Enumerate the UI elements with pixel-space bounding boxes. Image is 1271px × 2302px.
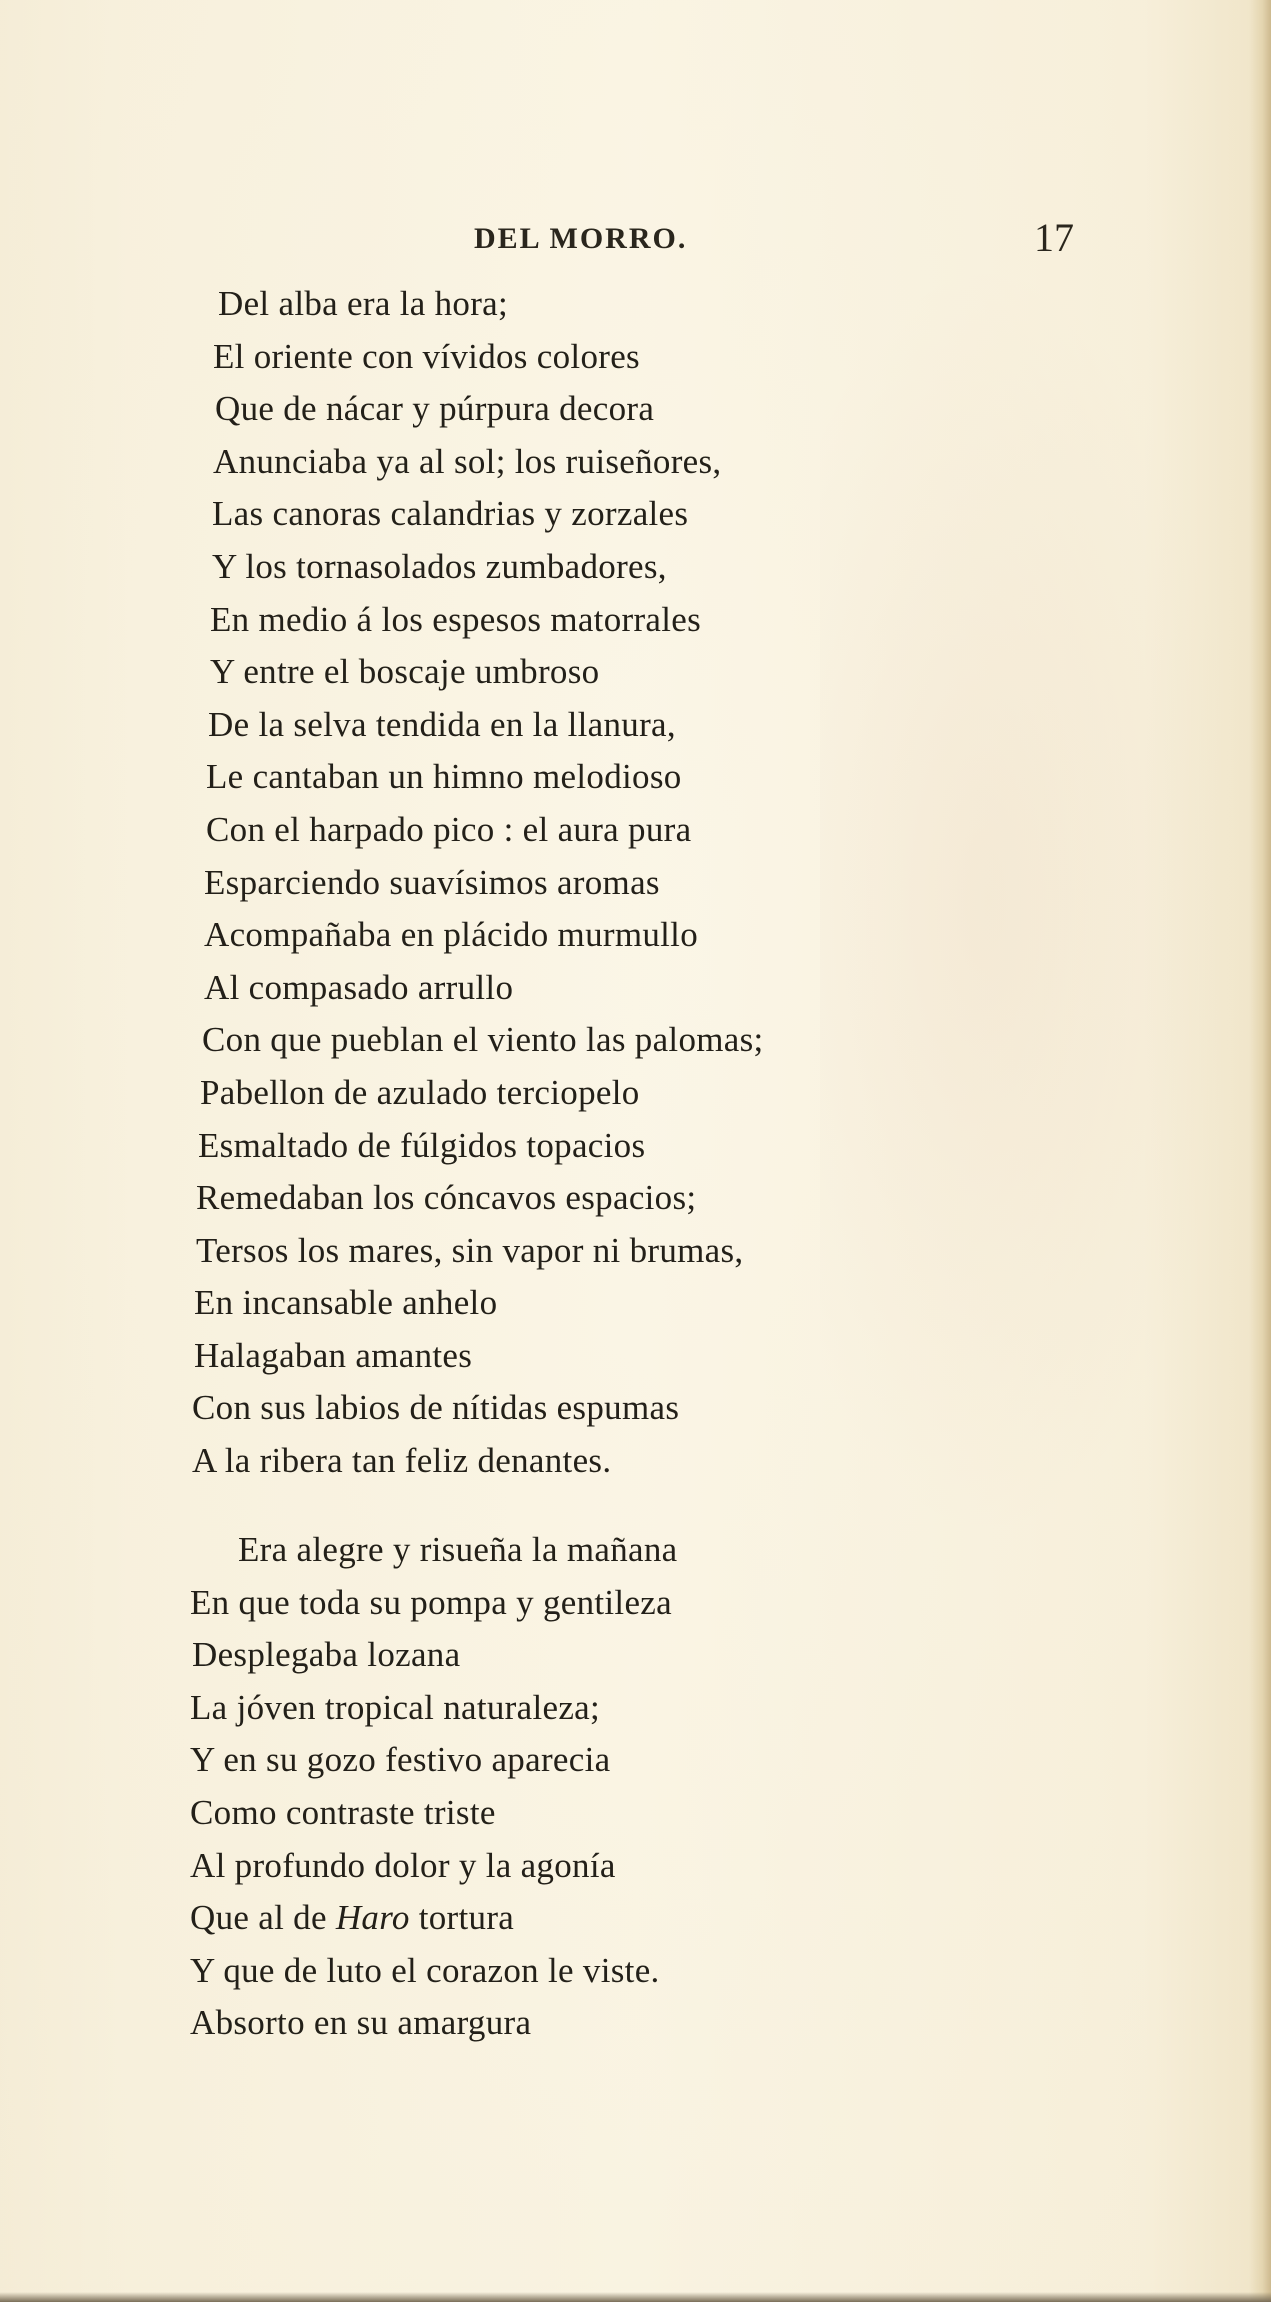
verse-line — [0, 594, 1271, 647]
verse-line — [0, 1435, 1271, 1488]
verse-line-text: Desplegaba lozana — [192, 1635, 461, 1675]
page-bottom-edge — [0, 2292, 1271, 2302]
verse-line-text: Halagaban amantes — [194, 1335, 473, 1375]
verse-line-text: Esmaltado de fúlgidos topacios — [198, 1125, 646, 1165]
verse-line — [0, 383, 1271, 436]
verse-line — [0, 751, 1271, 804]
verse-line — [0, 1892, 1271, 1945]
verse-line-text: En medio á los espesos matorrales — [210, 599, 702, 639]
verse-line-text: Anunciaba ya al sol; los ruiseñores, — [213, 441, 722, 481]
verse-line-text: Remedaban los cóncavos espacios; — [196, 1178, 697, 1218]
verse-line-text: Y en su gozo festivo aparecia — [190, 1740, 611, 1780]
verse-line — [0, 541, 1271, 594]
verse-line — [0, 1172, 1271, 1225]
verse-line-text: Esparciendo suavísimos aromas — [204, 862, 660, 902]
verse-line — [0, 1945, 1271, 1998]
verse-line-text: Pabellon de azulado terciopelo — [200, 1072, 640, 1112]
stanza-2 — [0, 1524, 1271, 2050]
verse-line-text: Las canoras calandrias y zorzales — [212, 494, 689, 534]
verse-line-text: En incansable anhelo — [194, 1283, 498, 1323]
verse-line-text: Con sus labios de nítidas espumas — [192, 1388, 680, 1428]
verse-line — [0, 1225, 1271, 1278]
verse-line-text: A la ribera tan feliz denantes. — [192, 1441, 612, 1481]
verse-line-text: Con que pueblan el viento las palomas; — [202, 1020, 764, 1060]
verse-line-text: Al profundo dolor y la agonía — [190, 1845, 616, 1885]
verse-line-text: La jóven tropical naturaleza; — [190, 1687, 601, 1727]
verse-line — [0, 1787, 1271, 1840]
verse-line — [0, 1120, 1271, 1173]
verse-line — [0, 646, 1271, 699]
verse-line — [0, 857, 1271, 910]
verse-line — [0, 1382, 1271, 1435]
verse-line-text: Que de nácar y púrpura decora — [215, 389, 655, 429]
verse-line-text: Del alba era la hora; — [218, 284, 509, 323]
verse-line — [0, 962, 1271, 1015]
verse-line — [0, 1277, 1271, 1330]
verse-line — [0, 1524, 1271, 1577]
verse-line — [0, 1997, 1271, 2050]
verse-line — [0, 1330, 1271, 1383]
verse-line-text: En que toda su pompa y gentileza — [190, 1582, 672, 1622]
verse-line-text: Y los tornasolados zumbadores, — [212, 546, 667, 586]
verse-line — [0, 278, 1271, 331]
verse-line-text: Y que de luto el corazon le viste. — [190, 1950, 660, 1990]
verse-line — [0, 1629, 1271, 1682]
verse-line — [0, 1014, 1271, 1067]
verse-line-text: De la selva tendida en la llanura, — [208, 704, 676, 744]
stanza-1 — [0, 278, 1271, 1488]
verse-line — [0, 1682, 1271, 1735]
verse-line — [0, 1577, 1271, 1630]
verse-line-text: Con el harpado pico : el aura pura — [206, 809, 692, 849]
verse-line-text: Al compasado arrullo — [204, 967, 514, 1007]
verse-line-text: Era alegre y risueña la mañana — [238, 1530, 678, 1569]
verse-line — [0, 699, 1271, 752]
verse-line — [0, 436, 1271, 489]
verse-line-text: El oriente con vívidos colores — [213, 336, 640, 376]
verse-line-text: Absorto en su amargura — [190, 2003, 532, 2043]
verse-line — [0, 1067, 1271, 1120]
verse-line — [0, 488, 1271, 541]
verse-line — [0, 331, 1271, 384]
verse-line — [0, 1840, 1271, 1893]
verse-line — [0, 1734, 1271, 1787]
verse-line-text: Tersos los mares, sin vapor ni brumas, — [196, 1230, 744, 1270]
verse-line-text: Le cantaban un himno melodioso — [206, 757, 682, 797]
verse-line — [0, 909, 1271, 962]
running-head: DEL MORRO. — [474, 222, 688, 255]
verse-line-text: Acompañaba en plácido murmullo — [204, 915, 698, 955]
verse-line-text: Y entre el boscaje umbroso — [210, 652, 600, 692]
verse-line — [0, 804, 1271, 857]
page-number: 17 — [1034, 215, 1074, 260]
verse-line-text: Como contraste triste — [190, 1792, 496, 1832]
verse-line-text: Que al de Haro tortura — [190, 1898, 515, 1938]
